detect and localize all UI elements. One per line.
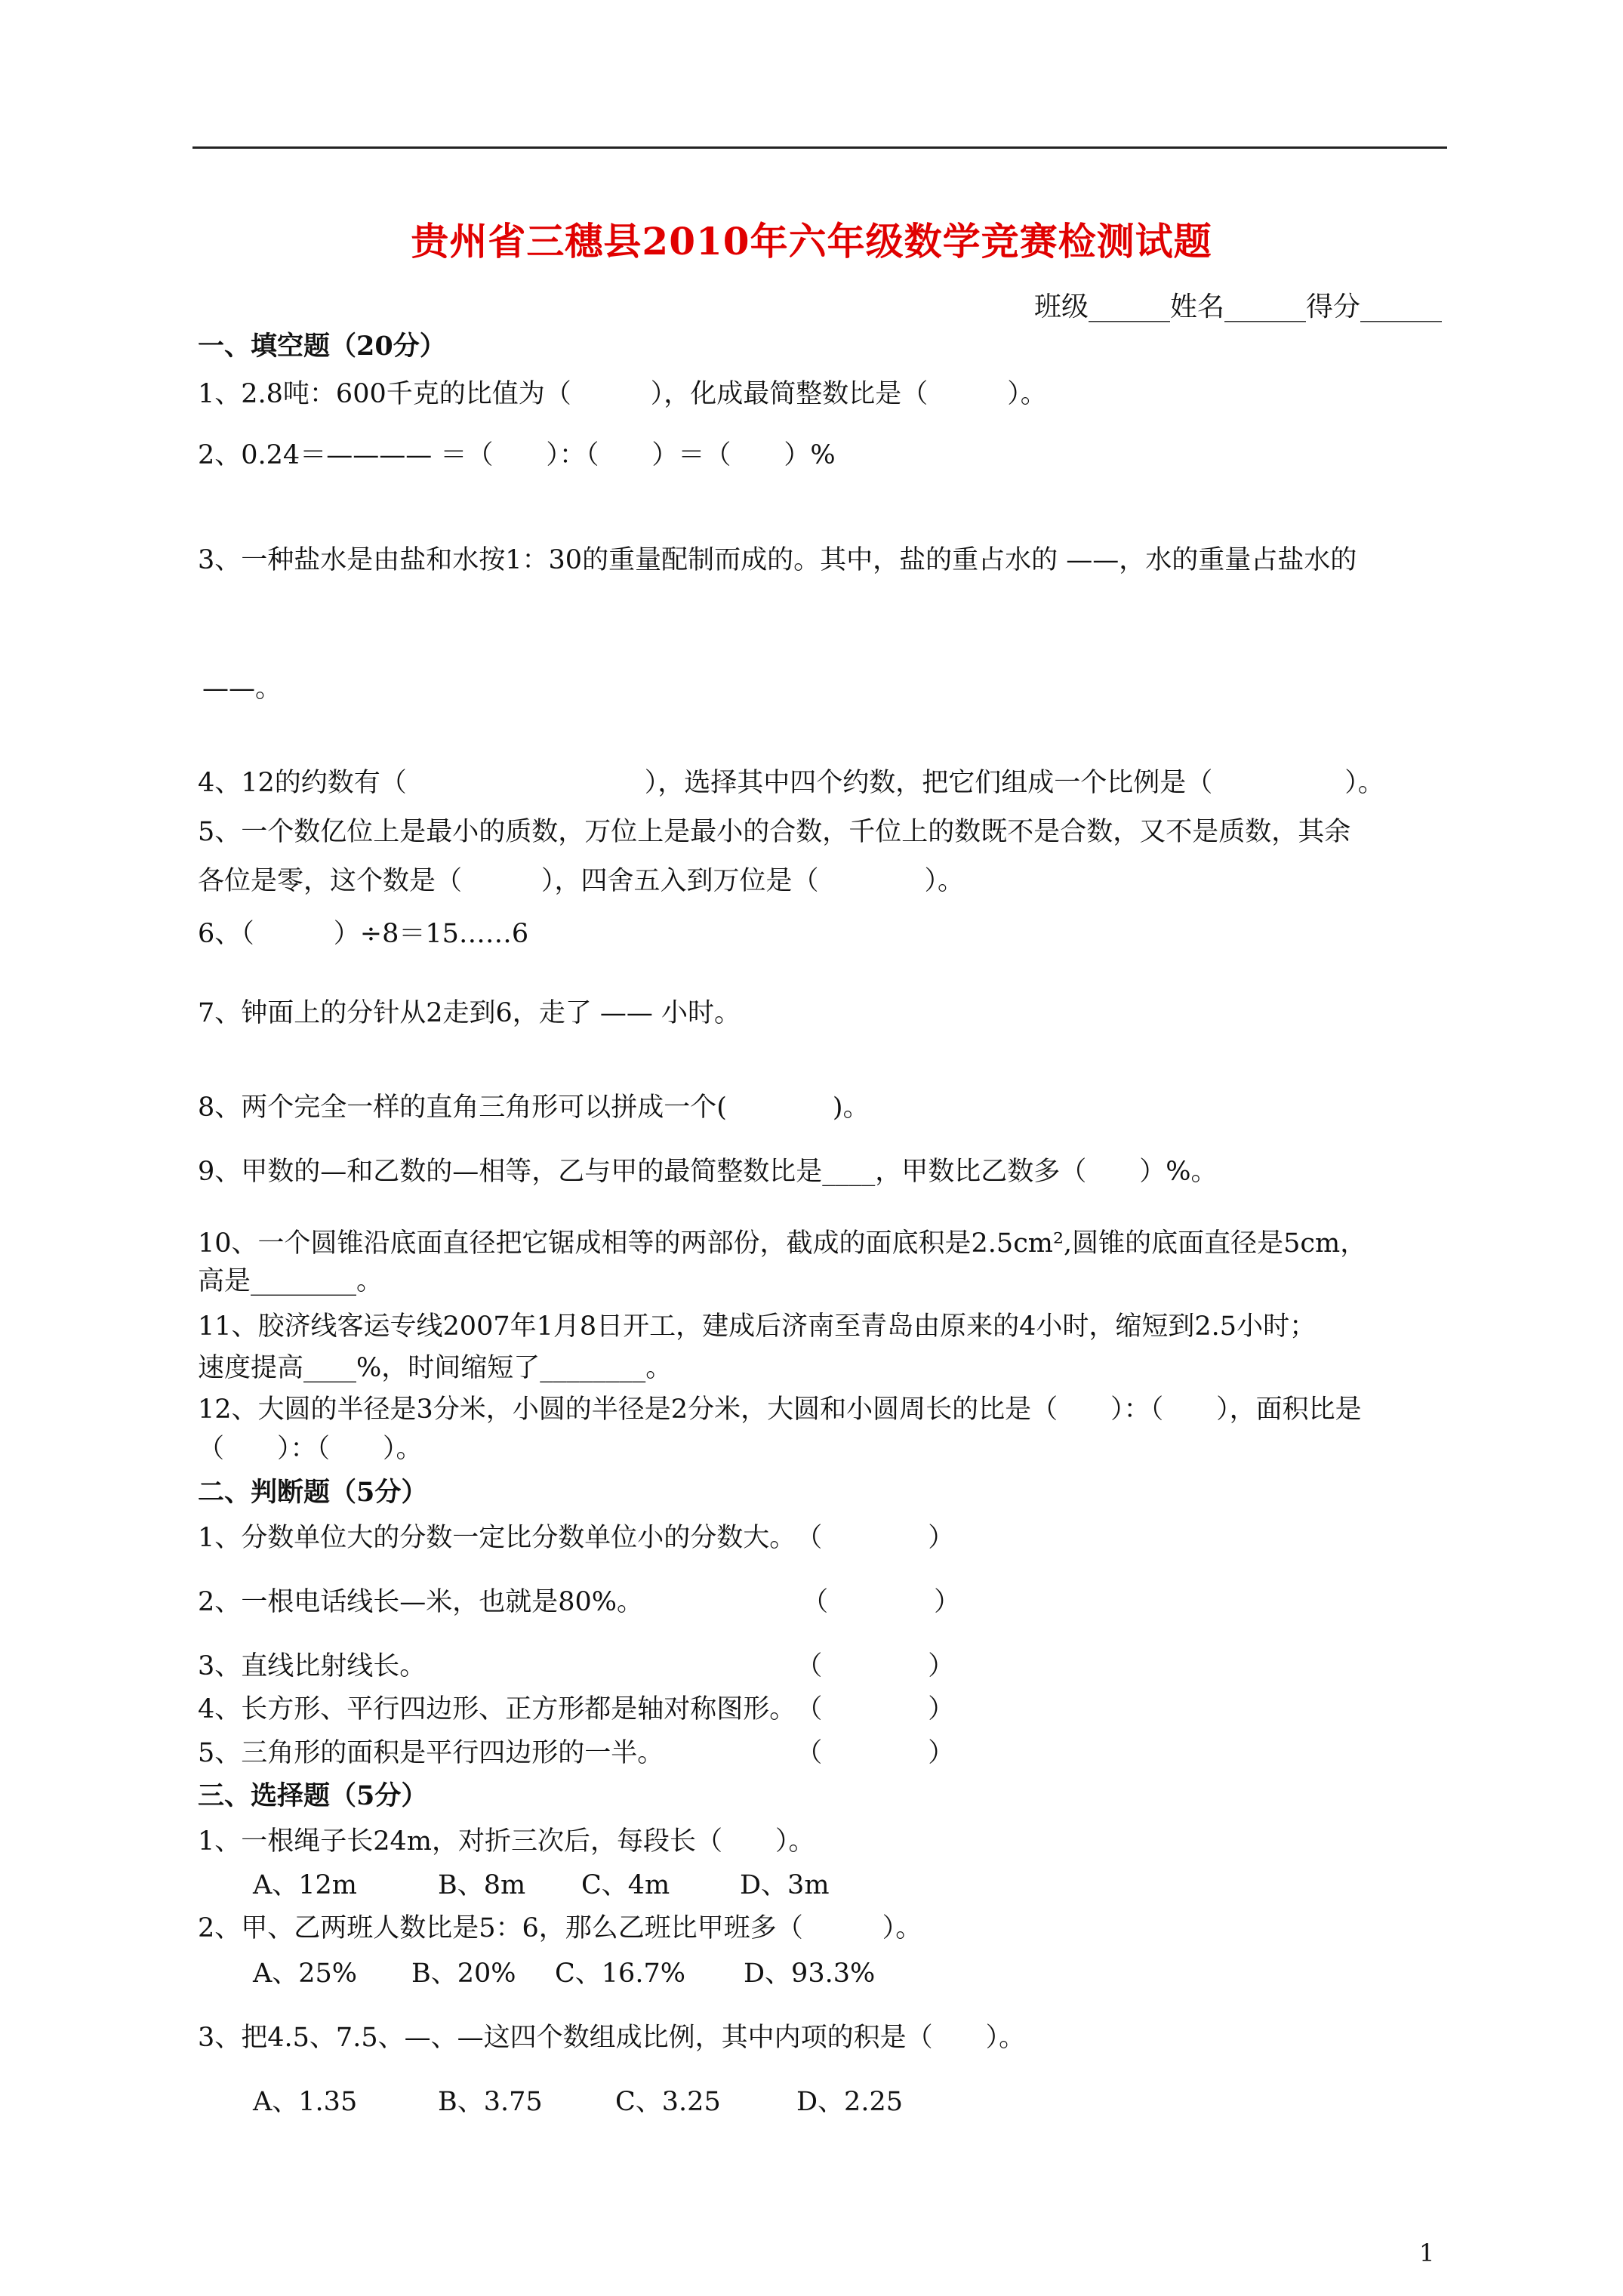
s1-question-2: 2、0.24＝———— ＝（ ）：（ ）＝（ ）% xyxy=(198,440,836,470)
option-d: D、3m xyxy=(740,1870,830,1900)
option-a: A、1.35 xyxy=(253,2087,358,2117)
option-c: C、16.7% xyxy=(555,1959,685,1989)
s1-question-7: 7、钟面上的分针从2走到6，走了 —— 小时。 xyxy=(198,998,741,1028)
s1-question-3: 3、一种盐水是由盐和水按1：30的重量配制而成的。其中，盐的重占水的 ——，水的重量占盐水的 xyxy=(198,545,1357,575)
s2-question-4: 4、长方形、平行四边形、正方形都是轴对称图形。 （ ） xyxy=(198,1694,955,1724)
option-b: B、20% xyxy=(411,1959,516,1989)
s3-question-2: 2、甲、乙两班人数比是5：6，那么乙班比甲班多（ ）。 xyxy=(198,1913,922,1943)
option-b: B、8m xyxy=(438,1870,526,1900)
option-b: B、3.75 xyxy=(438,2087,543,2117)
s1-question-8: 8、两个完全一样的直角三角形可以拼成一个( )。 xyxy=(198,1093,870,1123)
s1-question-5: 5、一个数亿位上是最小的质数，万位上是最小的合数，千位上的数既不是合数，又不是质数，其余 xyxy=(198,817,1351,847)
s1-question-1: 1、2.8吨：600千克的比值为（ ），化成最简整数比是（ ）。 xyxy=(198,379,1047,409)
s1-question-4: 4、12的约数有（ ），选择其中四个约数，把它们组成一个比例是（ ）。 xyxy=(198,768,1384,798)
s1-question-5-cont: 各位是零，这个数是（ ），四舍五入到万位是（ ）。 xyxy=(198,866,965,896)
s1-question-6: 6、（ ）÷8＝15……6 xyxy=(198,919,529,949)
option-a: A、25% xyxy=(253,1959,358,1989)
section2-heading: 二、判断题（5分） xyxy=(198,1477,428,1508)
s3-question-2-options xyxy=(253,1959,875,1989)
s1-question-11: 11、胶济线客运专线2007年1月8日开工，建成后济南至青岛由原来的4小时，缩短到2.5小时； xyxy=(198,1311,1317,1342)
option-c: C、3.25 xyxy=(615,2087,721,2117)
s2-question-5: 5、三角形的面积是平行四边形的一半。 （ ） xyxy=(198,1738,955,1768)
student-info-line: 班级______姓名______得分______ xyxy=(1033,291,1442,322)
header-rule xyxy=(192,146,1447,149)
s3-question-1: 1、一根绳子长24m，对折三次后，每段长（ ）。 xyxy=(198,1826,815,1857)
s3-question-3: 3、把4.5、7.5、—、—这四个数组成比例，其中内项的积是（ ）。 xyxy=(198,2023,1026,2053)
page-title: 贵州省三穗县2010年六年级数学竞赛检测试题 xyxy=(411,219,1212,264)
option-d: D、93.3% xyxy=(744,1959,876,1989)
s3-question-1-options xyxy=(253,1871,830,1900)
option-a: A、12m xyxy=(253,1870,358,1900)
section1-heading: 一、填空题（20分） xyxy=(198,331,446,362)
option-c: C、4m xyxy=(581,1870,670,1900)
s1-question-12: 12、大圆的半径是3分米，小圆的半径是2分米，大圆和小圆周长的比是（ ）：（ ），面积比是 xyxy=(198,1395,1362,1425)
s2-question-2: 2、一根电话线长—米，也就是80%。 （ ） xyxy=(198,1587,961,1617)
s1-question-9: 9、甲数的—和乙数的—相等，乙与甲的最简整数比是____，甲数比乙数多（ ）%。 xyxy=(198,1157,1218,1187)
s1-question-12-cont: （ ）：（ ）。 xyxy=(198,1434,423,1464)
option-d: D、2.25 xyxy=(796,2087,903,2117)
s2-question-1: 1、分数单位大的分数一定比分数单位小的分数大。 （ ） xyxy=(198,1523,955,1553)
s1-question-11-cont: 速度提高____%，时间缩短了________。 xyxy=(198,1353,673,1383)
section3-heading: 三、选择题（5分） xyxy=(198,1780,428,1811)
s1-question-10: 10、一个圆锥沿底面直径把它锯成相等的两部份，截成的面底积是2.5cm²,圆锥的底面直径是5cm， xyxy=(198,1228,1367,1259)
page-number: 1 xyxy=(1419,2239,1435,2267)
s3-question-3-options xyxy=(253,2088,903,2117)
s2-question-3: 3、直线比射线长。 （ ） xyxy=(198,1651,955,1681)
s1-question-3-cont: ——。 xyxy=(202,673,282,704)
s1-question-10-cont: 高是________。 xyxy=(198,1266,383,1296)
